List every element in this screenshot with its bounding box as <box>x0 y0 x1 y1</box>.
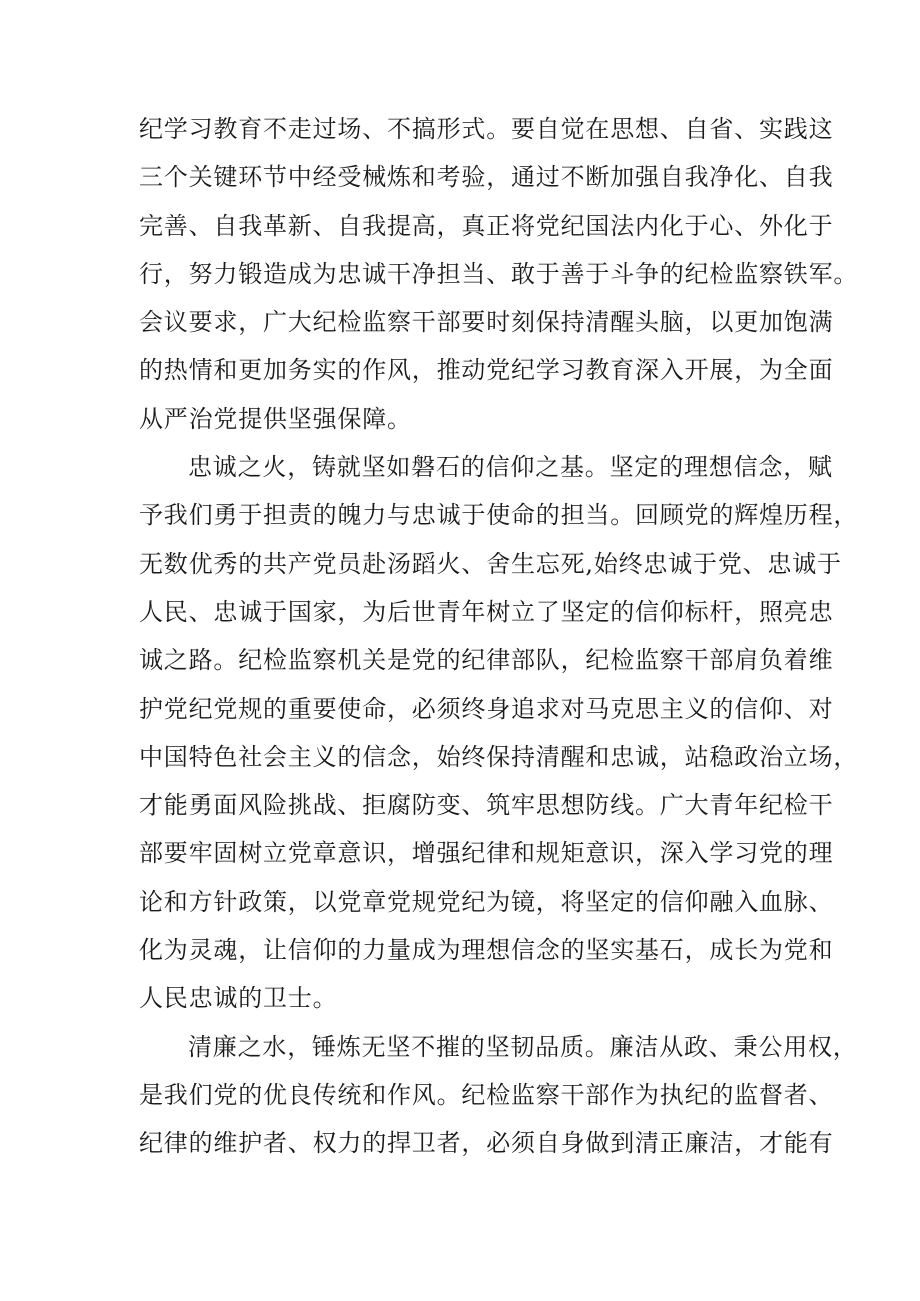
text-line: 部要牢固树立党章意识，增强纪律和规矩意识，深入学习党的理 <box>139 839 834 868</box>
text-line: 是我们党的优良传统和作风。纪检监察干部作为执纪的监督者、 <box>139 1080 834 1109</box>
text-line: 才能勇面风险挑战、拒腐防变、筑牢思想防线。广大青年纪检干 <box>139 791 834 820</box>
text-line: 三个关键环节中经受械炼和考验，通过不断加强自我净化、自我 <box>139 163 834 192</box>
paragraph <box>139 105 859 443</box>
text-line: 诚之路。纪检监察机关是党的纪律部队，纪检监察干部肩负着维 <box>139 646 834 675</box>
text-line: 无数优秀的共产党员赴汤蹈火、舍生忘死,始终忠诚于党、忠诚于 <box>139 549 842 578</box>
text-line: 忠诚之火，铸就坚如磐石的信仰之基。坚定的理想信念，赋 <box>188 453 833 482</box>
text-line: 的热情和更加务实的作风，推动党纪学习教育深入开展，为全面 <box>139 356 834 385</box>
text-line: 化为灵魂，让信仰的力量成为理想信念的坚实基石，成长为党和 <box>139 936 834 965</box>
text-line: 行，努力锻造成为忠诚干净担当、敢于善于斗争的纪检监察铁军。 <box>139 259 859 288</box>
text-line: 予我们勇于担责的魄力与忠诚于使命的担当。回顾党的辉煌历程， <box>139 501 859 530</box>
text-line: 从严治党提供坚强保障。 <box>139 404 412 433</box>
text-line: 纪律的维护者、权力的捍卫者，必须自身做到清正廉洁，才能有 <box>139 1129 834 1158</box>
text-line: 中国特色社会主义的信念，始终保持清醒和忠诚，站稳政治立场， <box>139 742 859 771</box>
document-body <box>139 105 859 1168</box>
text-line: 人民忠诚的卫士。 <box>139 984 338 1013</box>
text-line: 会议要求，广大纪检监察干部要时刻保持清醒头脑，以更加饱满 <box>139 308 834 337</box>
paragraph <box>139 1023 858 1168</box>
paragraph <box>139 443 859 1023</box>
text-line: 清廉之水，锤炼无坚不摧的坚韧品质。廉洁从政、秉公用权， <box>188 1032 858 1061</box>
text-line: 完善、自我革新、自我提高，真正将党纪国法内化于心、外化于 <box>139 211 834 240</box>
text-line: 论和方针政策，以党章党规党纪为镜，将坚定的信仰融入血脉、 <box>139 887 834 916</box>
text-line: 人民、忠诚于国家，为后世青年树立了坚定的信仰标杆，照亮忠 <box>139 597 834 626</box>
text-line: 护党纪党规的重要使命，必须终身追求对马克思主义的信仰、对 <box>139 694 834 723</box>
text-line: 纪学习教育不走过场、不搞形式。要自觉在思想、自省、实践这 <box>139 115 834 143</box>
